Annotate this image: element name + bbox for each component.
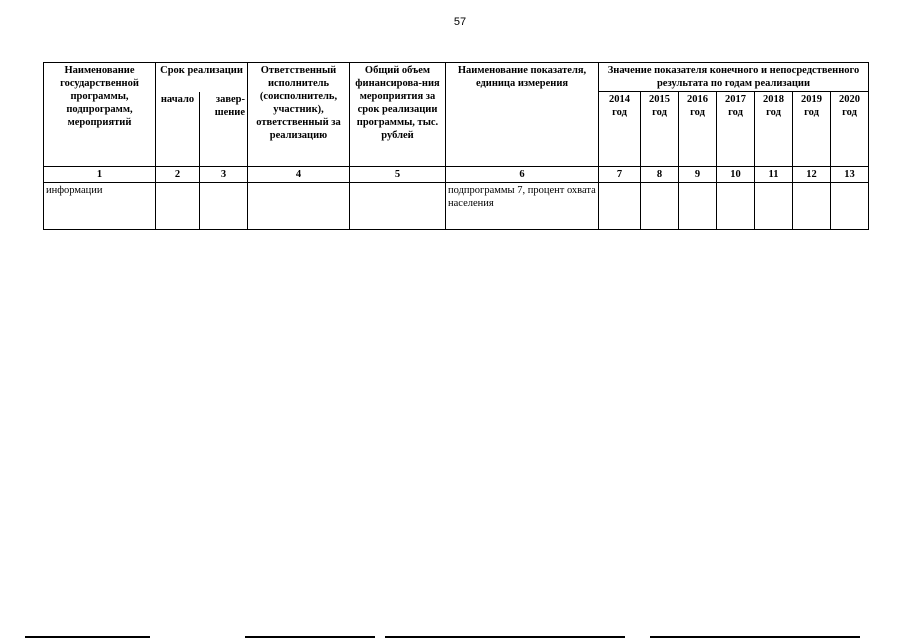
column-number: 12 [793,166,831,182]
header-end: завер-шение [200,92,248,167]
cell-executor [248,182,350,229]
cell-end [200,182,248,229]
header-values-by-year: Значение показателя конечного и непосредственного результата по годам реализации [599,63,869,92]
column-number: 2 [156,166,200,182]
cell-start [156,182,200,229]
cell-year-value [641,182,679,229]
column-number: 6 [446,166,599,182]
column-number: 13 [831,166,869,182]
cell-year-value [793,182,831,229]
scan-edge-line [245,636,375,638]
column-number: 10 [717,166,755,182]
header-program-name: Наименование государственной программы, подпрограмм, мероприятий [44,63,156,167]
column-number: 4 [248,166,350,182]
header-executor: Ответственный исполнитель (соисполнитель, участник), ответственный за реализацию [248,63,350,167]
header-year: 2019 год [793,92,831,167]
cell-year-value [679,182,717,229]
header-start: начало [156,92,200,167]
scan-edge-line [25,636,150,638]
column-number: 11 [755,166,793,182]
cell-funding [350,182,446,229]
column-number: 9 [679,166,717,182]
column-number: 7 [599,166,641,182]
header-year: 2015 год [641,92,679,167]
header-term: Срок реализации [156,63,248,92]
header-year: 2014 год [599,92,641,167]
cell-year-value [717,182,755,229]
table-row [44,182,869,229]
header-year: 2018 год [755,92,793,167]
cell-indicator-name: подпрограммы 7, процент охвата населения [446,182,599,229]
page-number: 57 [453,16,467,28]
header-year: 2020 год [831,92,869,167]
column-number: 1 [44,166,156,182]
header-year: 2016 год [679,92,717,167]
indicator-table [43,62,869,230]
header-year: 2017 год [717,92,755,167]
header-indicator-name: Наименование показателя, единица измерения [446,63,599,167]
column-number: 5 [350,166,446,182]
cell-program-name: информации [44,182,156,229]
scan-edge-line [385,636,625,638]
column-number: 8 [641,166,679,182]
header-funding: Общий объем финансирова-ния мероприятия за срок реализации программы, тыс. рублей [350,63,446,167]
cell-year-value [599,182,641,229]
cell-year-value [831,182,869,229]
column-number: 3 [200,166,248,182]
cell-year-value [755,182,793,229]
scan-edge-line [650,636,860,638]
